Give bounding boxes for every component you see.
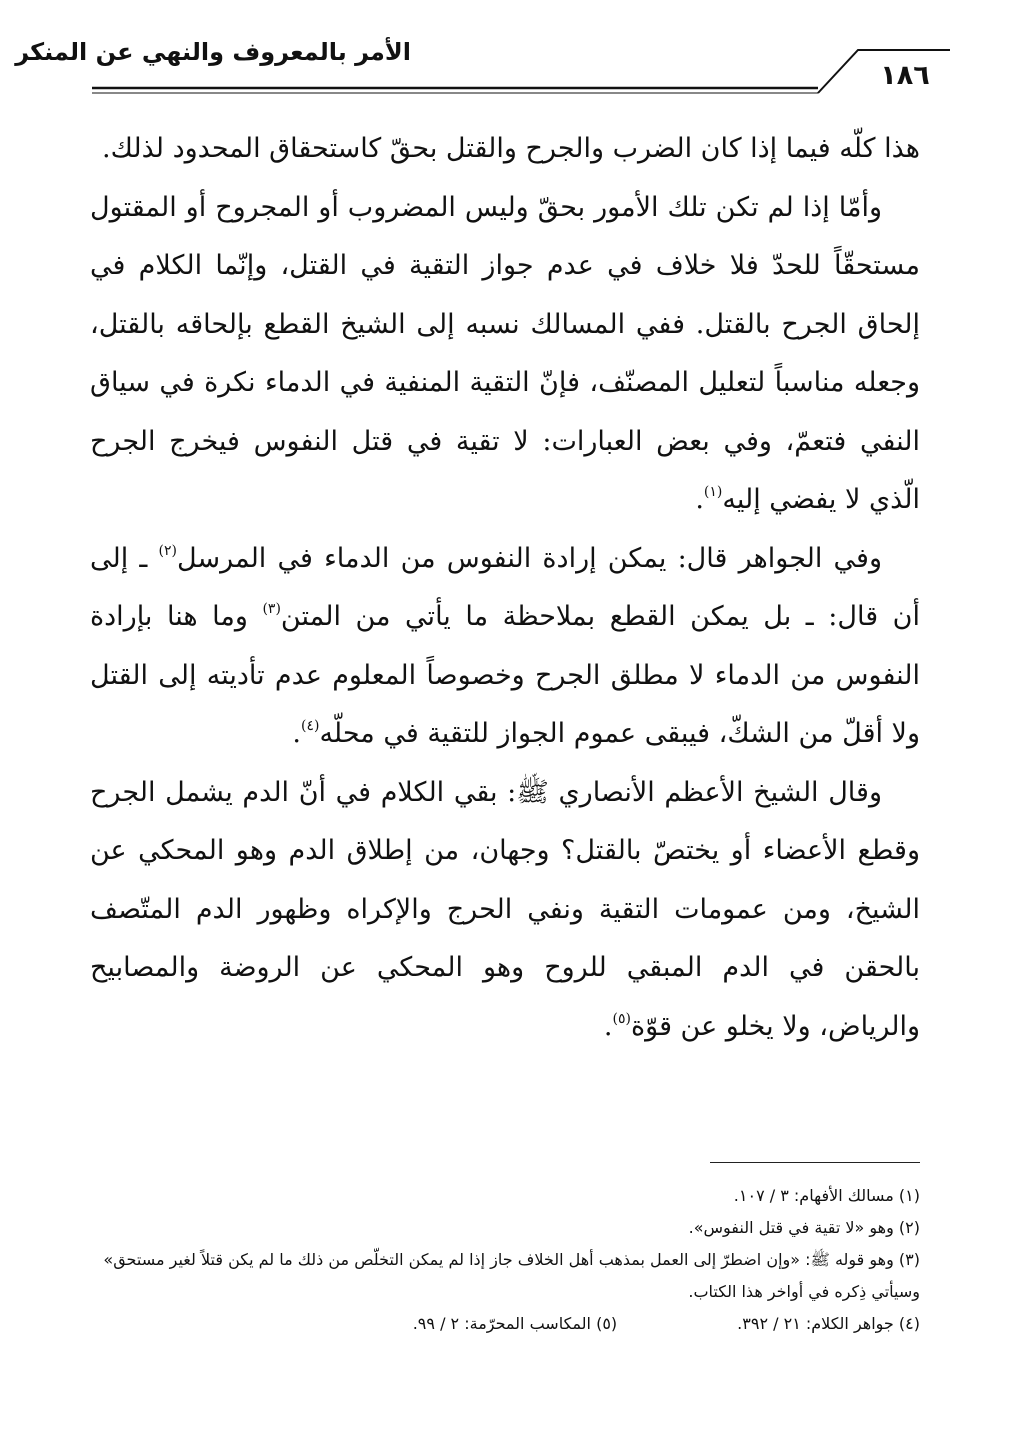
paragraph-4-end: . (603, 1010, 613, 1042)
paragraph-2 (90, 179, 920, 530)
footnote-4: (٤) جواهر الكلام: ٢١ / ٣٩٢. (737, 1314, 920, 1333)
paragraph-3 (90, 530, 920, 764)
paragraph-4-text-a: وقال الشيخ الأعظم الأنصاري (558, 776, 882, 808)
paragraph-4-text-b: : بقي الكلام في أنّ الدم يشمل الجرح وقطع الأعضاء أو يختصّ بالقتل؟ وجهان، من إطلاق الدم وهو المحكي عن الشيخ، ومن عمومات التقية ونفي الحرج والإكراه وظهور الدم المتّصف بالحقن في الدم المبقي للروح وهو المحكي عن الروضة والمصابيح والرياض، ولا يخلو عن قوّة (90, 776, 920, 1042)
footnotes (90, 1180, 920, 1340)
paragraph-3-text-c: وما هنا بإرادة النفوس من الدماء لا مطلق الجرح وخصوصاً المعلوم عدم تأديته إلى القتل ولا أقلّ من الشكّ، فيبقى عموم الجواز للتقية في محلّه (90, 601, 920, 749)
footnote-ref-2[interactable]: (٢) (158, 542, 177, 559)
page-header (0, 0, 1021, 100)
main-text (90, 120, 920, 1056)
paragraph-3-end: . (292, 718, 301, 749)
footnote-ref-3[interactable]: (٣) (262, 601, 281, 617)
footnote-row-4-5 (90, 1308, 920, 1340)
paragraph-3-text-b: ـ إلى أن قال: ـ بل يمكن القطع بملاحظة ما يأتي من المتن (90, 542, 920, 632)
paragraph-3-text-a: وفي الجواهر قال: يمكن إرادة النفوس من الدماء في المرسل (177, 542, 882, 574)
footnote-ref-4[interactable]: (٤) (300, 718, 320, 734)
footnote-3: (٣) وهو قوله ﷺ: «وإن اضطرّ إلى العمل بمذهب أهل الخلاف جاز إذا لم يمكن التخلّص من ذلك ما لم يكن قتلاً لغير مستحق» وسيأتي ذِكره في أواخر هذا الكتاب. (103, 1250, 920, 1301)
footnote-5: (٥) المكاسب المحرّمة: ٢ / ٩٩. (412, 1314, 618, 1333)
honorific-symbol: ﷺ (516, 776, 559, 808)
paragraph-4 (90, 764, 920, 1057)
paragraph-2-text: وأمّا إذا لم تكن تلك الأمور بحقّ وليس المضروب أو المجروح أو المقتول مستحقّاً للحدّ فلا خلاف في عدم جواز التقية في القتل، وإنّما الكلام في إلحاق الجرح بالقتل. ففي المسالك نسبه إلى الشيخ القطع بإلحاقه بالقتل، وجعله مناسباً لتعليل المصنّف، فإنّ التقية المنفية في الدماء نكرة في سياق النفي فتعمّ، وفي بعض العبارات: لا تقية في قتل النفوس فيخرج الجرح الّذي لا يفضي إليه (90, 191, 920, 515)
running-title: الأمر بالمعروف والنهي عن المنكر (15, 38, 411, 66)
footnote-ref-5[interactable]: (٥) (612, 1010, 631, 1027)
page-number: ١٨٦ (880, 60, 930, 91)
footnote-separator (710, 1162, 920, 1163)
footnote-1: (١) مسالك الأفهام: ٣ / ١٠٧. (733, 1186, 920, 1205)
paragraph-2-end: . (695, 484, 704, 515)
footnote-ref-1[interactable]: (١) (703, 484, 723, 500)
footnote-2: (٢) وهو «لا تقية في قتل النفوس». (688, 1218, 920, 1237)
paragraph-1: هذا كلّه فيما إذا كان الضرب والجرح والقتل بحقّ كاستحقاق المحدود لذلك. (102, 133, 920, 164)
